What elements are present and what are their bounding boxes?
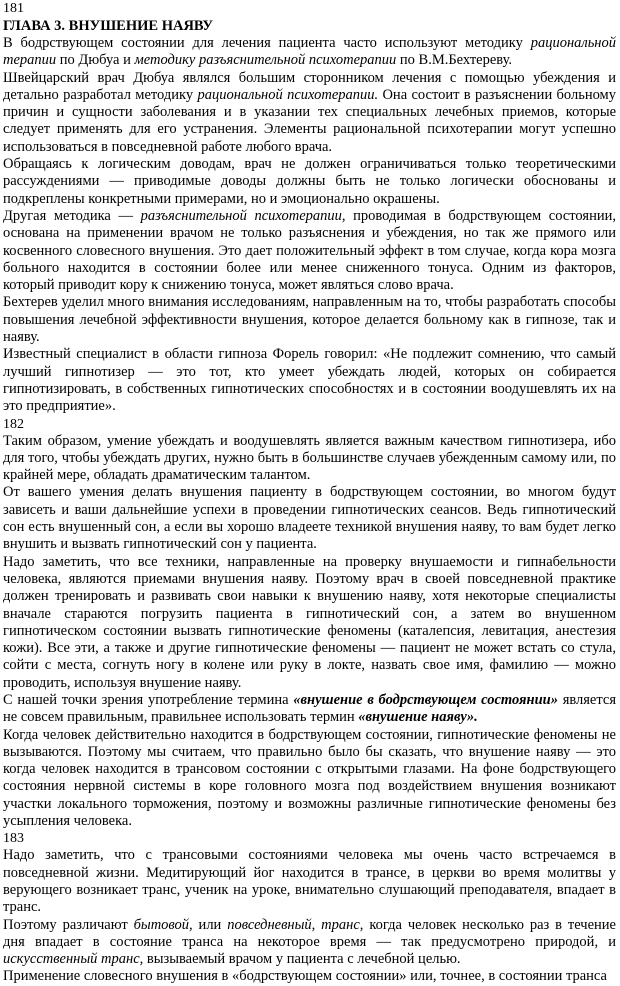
chapter-title: ГЛАВА 3. ВНУШЕНИЕ НАЯВУ: [3, 18, 214, 34]
paragraph: Другая методика — разъяснительной психотерапии, проводимая в бодрствующем состоянии, основана на применении врачом не только разъяснения и убеждения, но так же прямого или косвенного словесного внушения. Это дает положительный эффект в том случае, когда кора мозга больного находится в состоянии более или менее сниженного тонуса. Одним из факторов, который приводит кору к снижению тонуса, может являться слово врача.: [3, 207, 616, 294]
paragraph: Когда человек действительно находится в бодрствующем состоянии, гипнотические феномены не вызываются. Поэтому мы считаем, что правильно было бы сказать, что внушение наяву — это когда человек находится в трансовом состоянии с открытыми глазами. На фоне бодрствующего состояния нервной системы в коре головного мозга под воздействием внушения возникают участки локального торможения, поэтому и возможны различные гипнотические феномены без усыпления человека.: [3, 726, 616, 830]
page-number: 181: [3, 1, 24, 16]
paragraph: Поэтому различают бытовой, или повседневный, транс, когда человек несколько раз в течение дня впадает в состояние транса на некоторое время — так предусмотрено природой, и искусственный транс, вызываемый врачом у пациента с лечебной целью.: [3, 916, 616, 968]
paragraph: С нашей точки зрения употребление термина «внушение в бодрствующем состоянии» является не совсем правильным, правильнее использовать термин «внушение наяву».: [3, 691, 616, 726]
paragraph: От вашего умения делать внушения пациенту в бодрствующем состоянии, во многом будут зависеть и ваши дальнейшие успехи в проведении гипнотических сеансов. Ведь гипнотический сон есть внушенный сон, а если вы хорошо владеете техникой внушения наяву, то вам будет легко внушить и вызвать гипнотический сон у пациента.: [3, 484, 616, 553]
paragraph: Применение словесного внушения в «бодрствующем состоянии» или, точнее, в состоянии транса: [3, 968, 607, 985]
paragraph: Надо заметить, что все техники, направленные на проверку внушаемости и гипнабельности человека, являются приемами внушения наяву. Поэтому врач в своей повседневной практике должен тренировать и развивать свои навыки к внушению наяву, хотя некоторые специалисты вначале стараются погрузить пациента в гипнотический сон, а затем во внушенном гипнотическом состоянии вызвать гипнотические феномены (каталепсия, левитация, анестезия кожи). Все эти, а также и другие гипнотические феномены — пациент не может встать со стула, сойти с места, согнуть ногу в колене или руку в локте, назвать свое имя, фамилию — можно проводить, используя внушение наяву.: [3, 553, 616, 691]
paragraph: Швейцарский врач Дюбуа являлся большим сторонником лечения с помощью убеждения и детально разработал методику рациональной психотерапии. Она состоит в разъяснении больному причин и сущности заболевания и в указании тех специальных лечебных приемов, которые следует применять для его устранения. Элементы рациональной психотерапии могут успешно использоваться в повседневной работе любого врача.: [3, 69, 616, 155]
paragraph: Известный специалист в области гипноза Форель говорил: «Не подлежит сомнению, что самый лучший гипнотизер — это тот, кто умеет убеждать людей, которых он собирается гипнотизировать, в собственных гипнотических способностях и в состоянии воодушевлять их на это предприятие».: [3, 346, 616, 415]
paragraph: Бехтерев уделил много внимания исследованиям, направленным на то, чтобы разработать способы повышения лечебной эффективности внушения, которое делается больному как в гипнозе, так и наяву.: [3, 294, 616, 346]
paragraph: Надо заметить, что с трансовыми состояниями человека мы очень часто встречаемся в повседневной жизни. Медитирующий йог находится в трансе, в церкви во время молитвы у верующего возникает транс, ученик на уроке, внимательно слушающий преподавателя, впадает в транс.: [3, 847, 616, 916]
paragraph: В бодрствующем состоянии для лечения пациента часто используют методику рациональной терапии по Дюбуа и методику разъяснительной психотерапии по В.М.Бехтереву.: [3, 35, 616, 69]
paragraph: Таким образом, умение убеждать и воодушевлять является важным качеством гипнотизера, ибо для того, чтобы убеждать других, нужно быть в большинстве случаев убежденным самому или, по крайней мере, обладать драматическим талантом.: [3, 432, 616, 484]
page-number: 182: [3, 416, 24, 432]
page-number: 183: [3, 831, 24, 847]
paragraph: Обращаясь к логическим доводам, врач не должен ограничиваться только теоретическими рассуждениями — приводимые доводы должны быть не только логически обоснованы и подкреплены конкретными примерами, но и эмоционально окрашены.: [3, 156, 616, 207]
